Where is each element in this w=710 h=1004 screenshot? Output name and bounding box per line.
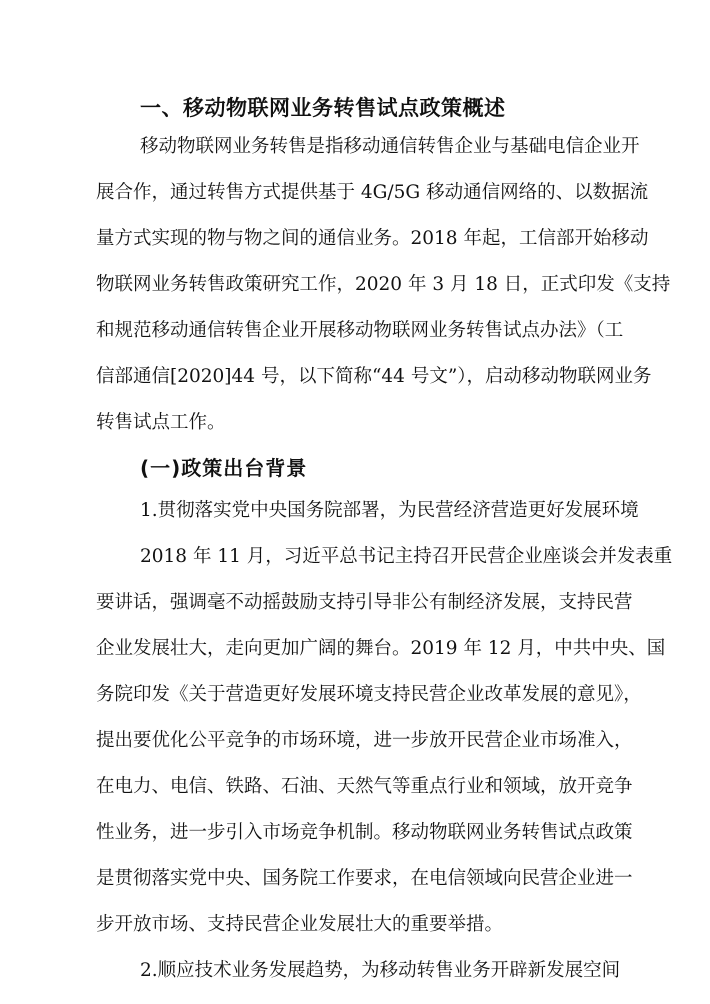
paragraph-line: 要讲话，强调毫不动摇鼓励支持引导非公有制经济发展，支持民营: [96, 592, 633, 613]
subsection-heading: (一)政策出台背景: [140, 456, 308, 480]
paragraph-line: 步开放市场、支持民营企业发展壮大的重要举措。: [96, 914, 504, 935]
item-title: 2.顺应技术业务发展趋势，为移动转售业务开辟新发展空间: [140, 960, 621, 981]
paragraph-line: 移动物联网业务转售是指移动通信转售企业与基础电信企业开: [140, 136, 640, 157]
paragraph-line: 量方式实现的物与物之间的通信业务。2018 年起，工信部开始移动: [96, 228, 649, 249]
paragraph-line: 提出要优化公平竞争的市场环境，进一步放开民营企业市场准入，: [96, 730, 633, 751]
paragraph-line: 在电力、电信、铁路、石油、天然气等重点行业和领域，放开竞争: [96, 776, 633, 797]
item-title: 1.贯彻落实党中央国务院部署，为民营经济营造更好发展环境: [140, 500, 639, 521]
paragraph-line: 2018 年 11 月，习近平总书记主持召开民营企业座谈会并发表重: [140, 546, 673, 567]
paragraph-line: 企业发展壮大，走向更加广阔的舞台。2019 年 12 月，中共中央、国: [96, 638, 666, 659]
paragraph-line: 转售试点工作。: [96, 412, 226, 433]
paragraph-line: 信部通信[2020]44 号，以下简称“44 号文”），启动移动物联网业务: [96, 366, 652, 387]
paragraph-line: 展合作，通过转售方式提供基于 4G/5G 移动通信网络的、以数据流: [96, 182, 649, 203]
paragraph-line: 和规范移动通信转售企业开展移动物联网业务转售试点办法》（工: [96, 320, 624, 341]
section-heading: 一、移动物联网业务转售试点政策概述: [140, 96, 506, 120]
paragraph-line: 务院印发《关于营造更好发展环境支持民营企业改革发展的意见》，: [96, 684, 642, 705]
paragraph-line: 是贯彻落实党中央、国务院工作要求，在电信领域向民营企业进一: [96, 868, 633, 889]
paragraph-line: 物联网业务转售政策研究工作，2020 年 3 月 18 日，正式印发《支持: [96, 274, 671, 295]
paragraph-line: 性业务，进一步引入市场竞争机制。移动物联网业务转售试点政策: [96, 822, 633, 843]
